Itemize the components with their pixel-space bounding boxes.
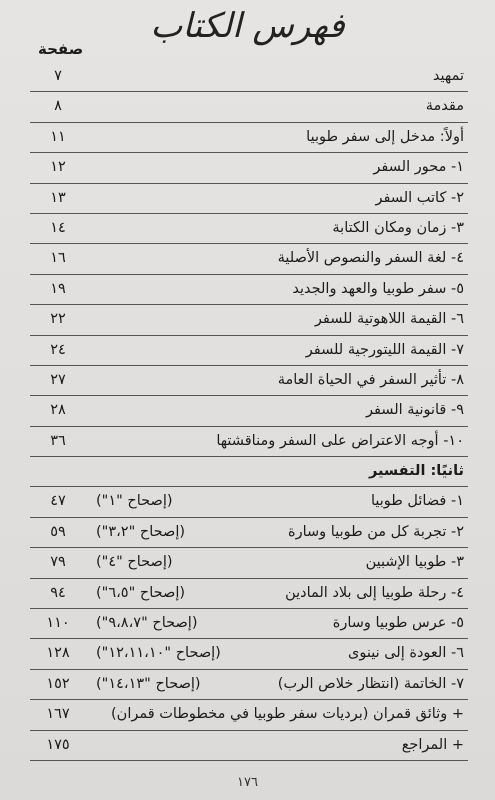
toc-entry-page-number: ١٧٥ [46, 736, 70, 753]
toc-row [30, 305, 468, 335]
toc-entry-chapter-note: (إصحاح "٤") [96, 554, 173, 571]
toc-row [30, 579, 468, 609]
toc-entry-label: ٣- طوبيا الإشبين [365, 554, 464, 571]
toc-entry-page-number: ٩٤ [50, 584, 66, 601]
toc-entry-page-number: ١٤ [50, 219, 66, 236]
toc-entry-page-number: ٣٦ [50, 432, 66, 449]
toc-row [30, 670, 468, 700]
toc-entry-label: ٦- العودة إلى نينوى [347, 645, 464, 662]
toc-row [30, 123, 468, 153]
toc-entry-page-number: ١١ [50, 128, 66, 145]
toc-entry-label: ٣- زمان ومكان الكتابة [332, 219, 464, 236]
toc-entry-label: ٧- القيمة الليتورجية للسفر [305, 341, 464, 358]
toc-entry-page-number: ٢٧ [50, 371, 66, 388]
table-of-contents [30, 62, 468, 761]
toc-entry-chapter-note: (إصحاح "١٢،١١،١٠") [96, 645, 221, 662]
toc-entry-label: + وثائق قمران (برديات سفر طوبيا في مخطوطات قمران) [111, 706, 464, 723]
toc-entry-page-number: ٢٢ [50, 311, 66, 328]
toc-entry-label: ٤- لغة السفر والنصوص الأصلية [277, 250, 464, 267]
toc-entry-label: ٨- تأثير السفر في الحياة العامة [277, 371, 464, 388]
toc-row [30, 427, 468, 457]
toc-entry-page-number: ١٢٨ [46, 645, 70, 662]
toc-row [30, 336, 468, 366]
toc-entry-label: ٦- القيمة اللاهوتية للسفر [314, 311, 464, 328]
toc-entry-page-number: ٥٩ [50, 523, 66, 540]
page-column-header: صفحة [38, 40, 84, 58]
toc-row [30, 244, 468, 274]
toc-entry-chapter-note: (إصحاح "١") [96, 493, 173, 510]
toc-entry-label: ٢- كاتب السفر [375, 189, 464, 206]
toc-entry-page-number: ١١٠ [46, 615, 70, 632]
toc-row [30, 609, 468, 639]
toc-row [30, 92, 468, 122]
toc-entry-page-number: ١٩ [50, 280, 66, 297]
toc-entry-label: ١- محور السفر [373, 159, 464, 176]
toc-entry-label: ثانيًا: التفسير [368, 463, 464, 480]
toc-row [30, 487, 468, 517]
toc-row [30, 639, 468, 669]
toc-row [30, 700, 468, 730]
toc-entry-page-number: ٨ [54, 98, 62, 115]
toc-entry-label: ٧- الخاتمة (انتظار خلاص الرب) [277, 675, 464, 692]
toc-entry-label: مقدمة [425, 98, 464, 115]
toc-row [30, 731, 468, 761]
toc-entry-page-number: ٧ [54, 68, 62, 84]
toc-entry-label: ٢- تجربة كل من طوبيا وسارة [288, 523, 464, 540]
toc-entry-page-number: ١٢ [50, 159, 66, 176]
toc-entry-page-number: ٤٧ [50, 493, 66, 510]
toc-entry-label: ١- فضائل طوبيا [370, 493, 464, 510]
toc-entry-label: + المراجع [401, 736, 464, 753]
toc-entry-page-number: ١٦٧ [46, 706, 70, 723]
toc-entry-page-number: ١٥٢ [46, 675, 70, 692]
toc-row [30, 366, 468, 396]
page-number: ١٧٦ [237, 775, 258, 790]
toc-entry-page-number: ٢٨ [50, 402, 66, 419]
toc-entry-label: ٩- قانونية السفر [365, 402, 464, 419]
toc-section-heading [30, 457, 468, 487]
toc-row [30, 184, 468, 214]
toc-entry-chapter-note: (إصحاح "٦،٥") [96, 584, 186, 601]
toc-row [30, 518, 468, 548]
toc-entry-page-number: ١٦ [50, 250, 66, 267]
toc-row [30, 548, 468, 578]
toc-entry-label: ١٠- أوجه الاعتراض على السفر ومناقشتها [216, 432, 464, 449]
toc-row [30, 214, 468, 244]
toc-entry-label: أولاً: مدخل إلى سفر طوبيا [306, 128, 464, 145]
toc-entry-chapter-note: (إصحاح "١٤،١٣") [96, 675, 201, 692]
toc-row [30, 396, 468, 426]
toc-entry-page-number: ٢٤ [50, 341, 66, 358]
toc-row [30, 153, 468, 183]
toc-entry-chapter-note: (إصحاح "٣،٢") [96, 523, 186, 540]
toc-entry-label: ٤- رحلة طوبيا إلى بلاد المادين [285, 584, 464, 601]
toc-entry-chapter-note: (إصحاح "٩،٨،٧") [96, 615, 198, 632]
toc-entry-label: تمهيد [432, 68, 464, 84]
toc-entry-page-number: ٧٩ [50, 554, 66, 571]
toc-entry-page-number: ١٣ [50, 189, 66, 206]
toc-entry-label: ٥- عرس طوبيا وسارة [332, 615, 464, 632]
toc-entry-label: ٥- سفر طوبيا والعهد والجديد [292, 280, 464, 297]
toc-row [30, 275, 468, 305]
toc-row [30, 62, 468, 92]
page-title: فهرس الكتاب [150, 6, 345, 46]
